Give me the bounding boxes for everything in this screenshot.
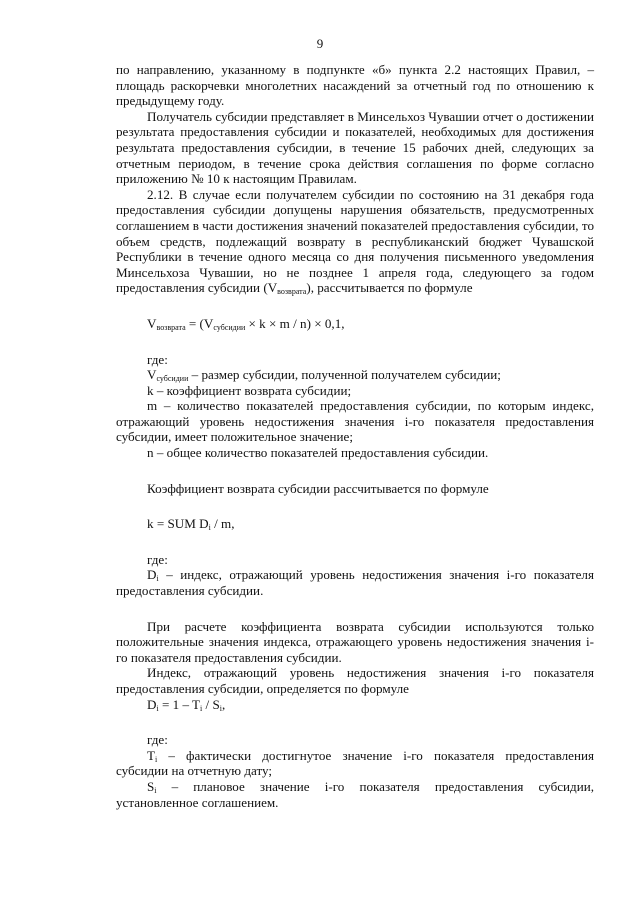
document-body [116, 62, 594, 810]
definition-m: m – количество показателей предоставления субсидии, по которым индекс, отражающий уровень недостижения значения i-го показателя предоставления субсидии, имеет положительное значение; [116, 398, 594, 445]
definition-t: $T_i$ – фактически достигнутое значение i-го показателя предоставления субсидии на отчетную дату; [116, 747, 594, 779]
definition-k: k – коэффициент возврата субсидии; [147, 382, 352, 398]
paragraph-positive-values: При расчете коэффициента возврата субсидии используются только положительные значения индекса, отражающего уровень недостижения значения i-го показателя предоставления субсидии. [116, 618, 594, 665]
paragraph-2-12: 2.12. В случае если получателем субсидии по состоянию на 31 декабря года предоставления субсидии допущены нарушения обязательств, предусмотренных соглашением в части достижения значений показателей предоставления субсидии, то объем средств, подлежащий возврату в республиканский бюджет Чувашской Республики в течение одного месяца со дня получения письменного уведомления Минсельхоза Чувашии, но не позднее 1 апреля года, следующего за годом предоставления субсидии $(V_{возврата})$, рассчитывается по формуле [116, 186, 594, 297]
page-number: 9 [316, 36, 324, 51]
definition-s: $S_i$ – плановое значение i-го показателя предоставления субсидии, установленное соглашением. [116, 778, 594, 810]
paragraph-continuation: по направлению, указанному в подпункте «б» пункта 2.2 настоящих Правил, – площадь раскорчевки многолетних насаждений за отчетный год по отношению к предыдущему году. [116, 62, 594, 109]
where-label-2: где: [147, 551, 168, 567]
where-label-3: где: [147, 732, 168, 748]
paragraph-report: Получатель субсидии представляет в Минсельхоз Чувашии отчет о достижении результата предоставления субсидии и показателей, необходимых для достижения результата предоставления субсидии, в течение 15 рабочих дней, следующих за отчетным периодом, в течение срока действия соглашения по форме согласно приложению № 10 к настоящим Правилам. [116, 108, 594, 187]
formula-return-volume: $V_{возврата} = (V_{субсидии} \times k \times m / n) \times 0,1$, [147, 315, 345, 332]
formula-coefficient: k = SUM $D_i$ / m, [147, 516, 235, 533]
definition-d: $D_i$ – индекс, отражающий уровень недостижения значения i-го показателя предоставления субсидии. [116, 567, 594, 599]
formula-index: $D_i = 1 - T_i / S_i$, [147, 696, 226, 713]
definition-v-subsidy: $V_{субсидии}$ – размер субсидии, полученной получателем субсидии; [147, 367, 501, 384]
definition-n: n – общее количество показателей предоставления субсидии. [147, 445, 489, 461]
paragraph-index: Индекс, отражающий уровень недостижения значения i-го показателя предоставления субсидии, определяется по формуле [116, 665, 594, 696]
coefficient-intro: Коэффициент возврата субсидии рассчитывается по формуле [147, 480, 489, 496]
where-label-1: где: [147, 351, 168, 367]
